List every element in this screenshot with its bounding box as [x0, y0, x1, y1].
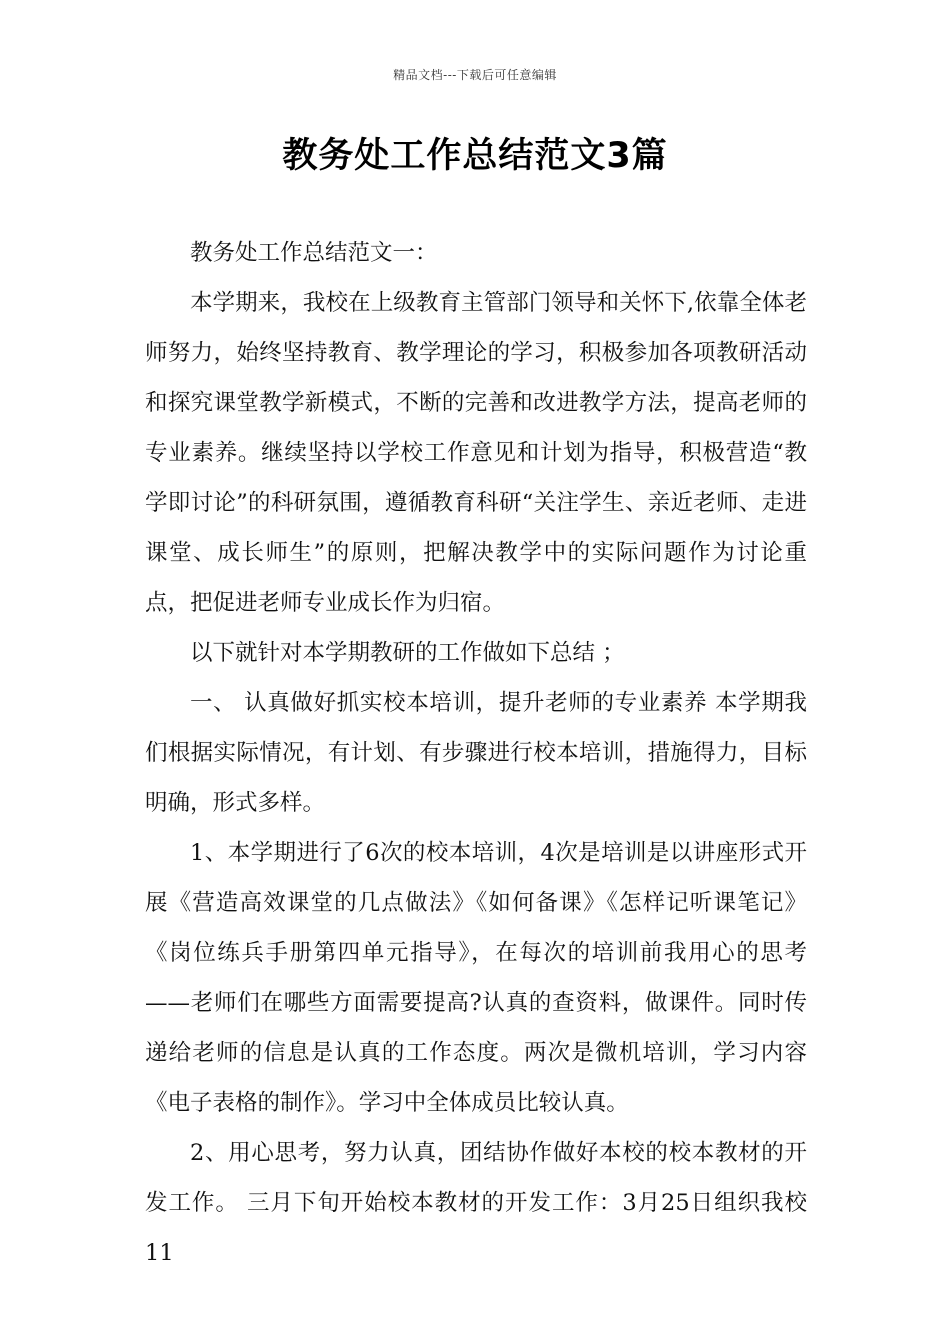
body-paragraph: 以下就针对本学期教研的工作做如下总结 ； [190, 640, 625, 666]
body-paragraph: 本学期来，我校在上级教育主管部门领导和关怀下,依靠全体老师努力，始终坚持教育、教学理论的学习，积极参加各项教研活动和探究课堂教学新模式，不断的完善和改进教学方法，提高老师的专业素养。继续坚持以学校工作意见和计划为指导，积极营造“教学即讨论”的科研氛围，遵循教育科研“关注学生、亲近老师、走进课堂、成长师生”的原则，把解决教学中的实际问题作为讨论重点，把促进老师专业成长作为归宿。 [145, 290, 807, 616]
section-heading: 教务处工作总结范文一： [190, 240, 438, 266]
body-paragraph: 一、 认真做好抓实校本培训，提升老师的专业素养 本学期我们根据实际情况，有计划、有步骤进行校本培训，措施得力，目标明确，形式多样。 [145, 690, 807, 816]
document-body [145, 228, 807, 1278]
body-paragraph: 2、用心思考，努力认真，团结协作做好本校的校本教材的开发工作。 三月下旬开始校本教材的开发工作：3月25日组织我校11 [145, 1140, 807, 1266]
document-title: 教务处工作总结范文3篇 [282, 136, 668, 176]
body-paragraph: 1、本学期进行了6次的校本培训，4次是培训是以讲座形式开展《营造高效课堂的几点做法》《如何备课》《怎样记听课笔记》《岗位练兵手册第四单元指导》，在每次的培训前我用心的思考——老师们在哪些方面需要提高?认真的查资料，做课件。同时传递给老师的信息是认真的工作态度。两次是微机培训，学习内容《电子表格的制作》。学习中全体成员比较认真。 [145, 840, 807, 1116]
header-note: 精品文档---下载后可任意编辑 [393, 68, 557, 82]
